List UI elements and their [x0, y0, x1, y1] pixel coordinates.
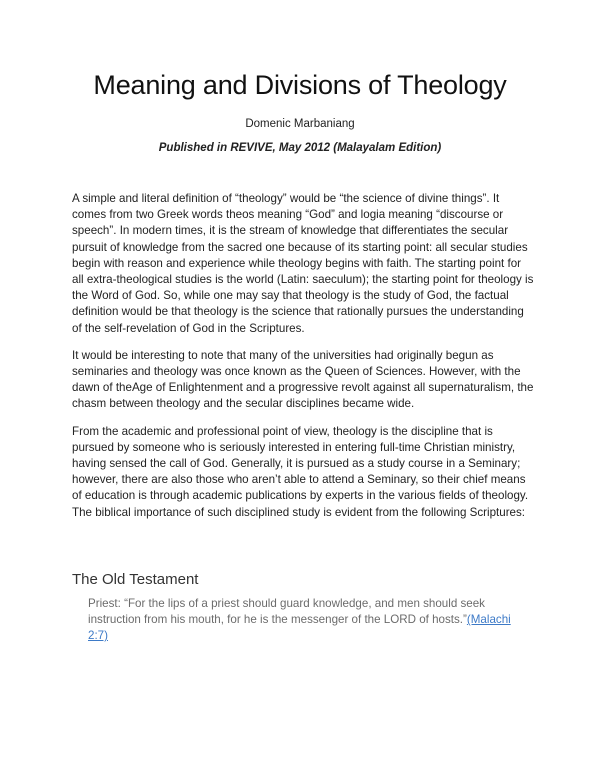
quote-text: Priest: “For the lips of a priest should guard knowledge, and men should seek instruction from his mouth, for he is the messenger of the LORD of hosts.”	[88, 597, 485, 627]
scripture-quote	[88, 596, 528, 645]
scripture-reference-link[interactable]: (Malachi 2:7)	[88, 613, 511, 643]
document-title: Meaning and Divisions of Theology	[93, 70, 507, 100]
document-body	[72, 191, 535, 532]
paragraph: From the academic and professional point of view, theology is the discipline that is pursued by someone who is seriously interested in entering full-time Christian ministry, having sensed the call of God. Generally, it is pursued as a study course in a Seminary; however, there are also those who aren’t able to attend a Seminary, so their chief means of education is through academic publications by experts in the various fields of theology. The biblical importance of such disciplined study is evident from the following Scriptures:	[72, 424, 529, 519]
paragraph: A simple and literal definition of “theology” would be “the science of divine things”. It comes from two Greek words theos meaning “God” and logia meaning “discourse or speech”. In modern times, it is the stream of knowledge that differentiates the secular pursuit of knowledge from the sacred one because of its starting point: all secular studies begin with reason and experience while theology begins with faith. The starting point for all extra-theological studies is the world (Latin: saeculum); the starting point for theology is the Word of God. So, while one may say that theology is the study of God, the factual definition would be that theology is the science that rationally pursues the understanding of the self-revelation of God in the Scriptures.	[72, 192, 534, 335]
publication-info: Published in REVIVE, May 2012 (Malayalam Edition)	[158, 142, 442, 154]
section-heading: The Old Testament	[72, 571, 199, 588]
author-name: Domenic Marbaniang	[245, 118, 355, 130]
paragraph: It would be interesting to note that many of the universities had originally begun as seminaries and theology was once known as the Queen of Sciences. However, with the dawn of theAge of Enlightenment and a progressive revolt against all supernaturalism, the chasm between theology and the secular disciplines became wide.	[72, 348, 534, 411]
